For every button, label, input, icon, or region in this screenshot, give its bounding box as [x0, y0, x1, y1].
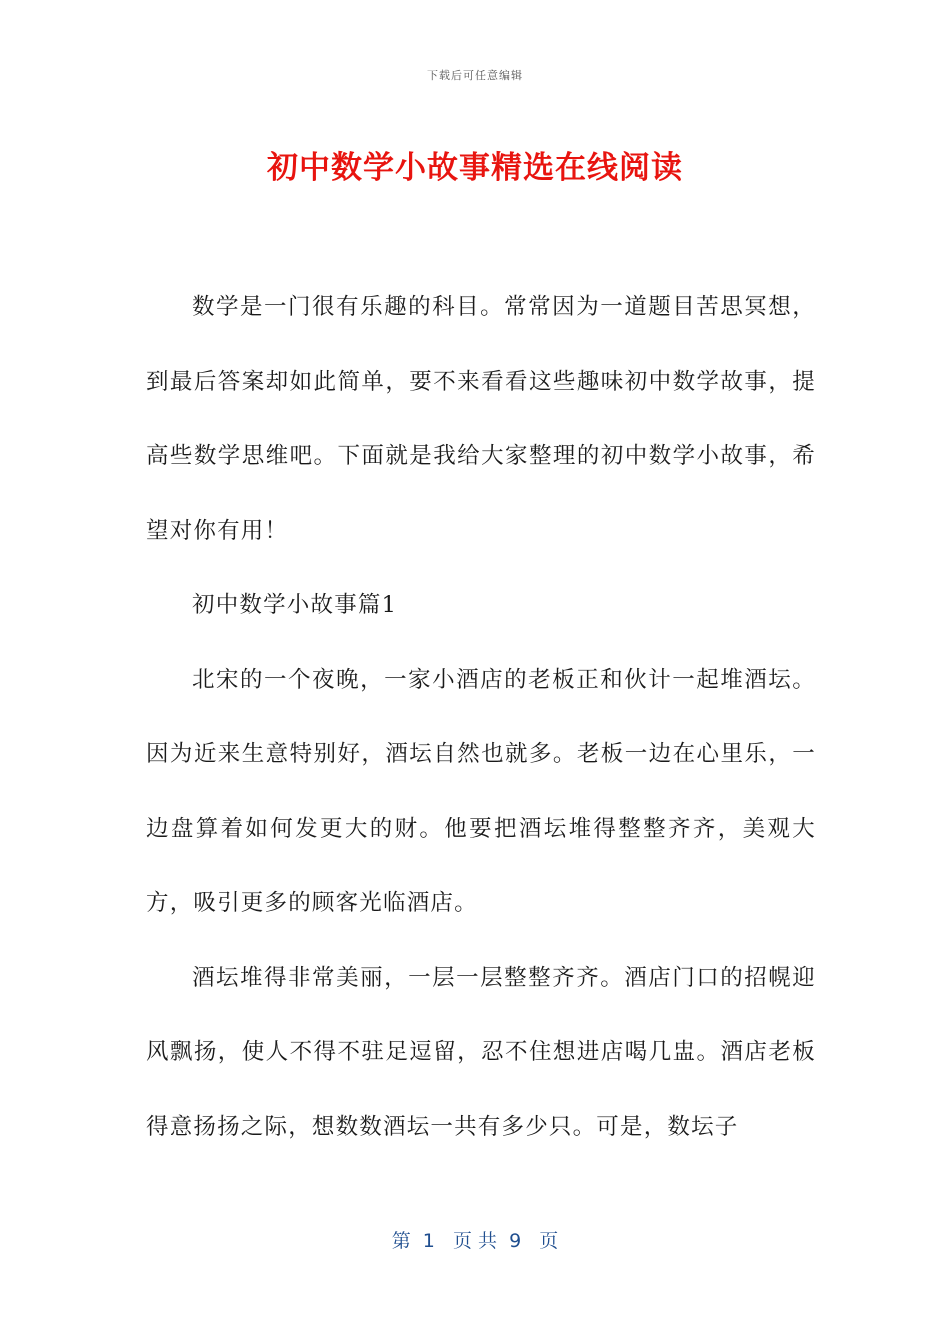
page-header-note: 下载后可任意编辑	[427, 69, 523, 82]
document-body	[146, 270, 816, 1164]
page-number-footer: 第 1 页 共 9 页	[391, 1230, 559, 1252]
story-paragraph-1: 北宋的一个夜晚，一家小酒店的老板正和伙计一起堆酒坛。因为近来生意特别好，酒坛自然也就多。老板一边在心里乐，一边盘算着如何发更大的财。他要把酒坛堆得整整齐齐，美观大方，吸引更多的顾客光临酒店。	[146, 666, 816, 916]
section-heading: 初中数学小故事篇1	[192, 592, 398, 618]
story-paragraph-2: 酒坛堆得非常美丽，一层一层整整齐齐。酒店门口的招幌迎风飘扬，使人不得不驻足逗留，忍不住想进店喝几盅。酒店老板得意扬扬之际，想数数酒坛一共有多少只。可是，数坛子	[146, 964, 816, 1140]
document-title: 初中数学小故事精选在线阅读	[267, 150, 683, 186]
intro-paragraph: 数学是一门很有乐趣的科目。常常因为一道题目苦思冥想，到最后答案却如此简单，要不来看看这些趣味初中数学故事，提高些数学思维吧。下面就是我给大家整理的初中数学小故事，希望对你有用！	[146, 294, 816, 544]
